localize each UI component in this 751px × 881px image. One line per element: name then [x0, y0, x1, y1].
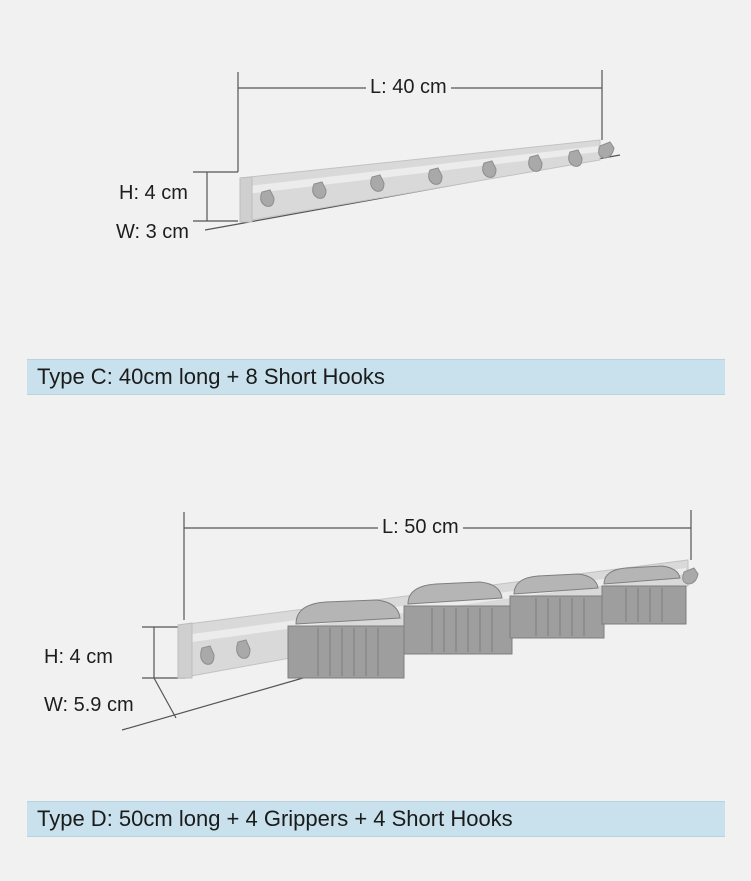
type-d-width-label: W: 5.9 cm: [40, 694, 138, 716]
type-c-caption-bar: [27, 359, 725, 395]
type-d-caption-bar: [27, 801, 725, 837]
type-d-caption: Type D: 50cm long + 4 Grippers + 4 Short Hooks: [37, 806, 513, 831]
type-d-height-label: H: 4 cm: [40, 646, 117, 668]
type-c-height-label: H: 4 cm: [115, 182, 192, 204]
type-c-caption: Type C: 40cm long + 8 Short Hooks: [37, 364, 385, 389]
type-c-panel: [0, 0, 751, 440]
type-d-panel: [0, 440, 751, 881]
type-c-length-label: L: 40 cm: [366, 76, 451, 98]
type-c-width-label: W: 3 cm: [112, 221, 193, 243]
type-d-length-label: L: 50 cm: [378, 516, 463, 538]
type-c-rail: [240, 140, 600, 222]
